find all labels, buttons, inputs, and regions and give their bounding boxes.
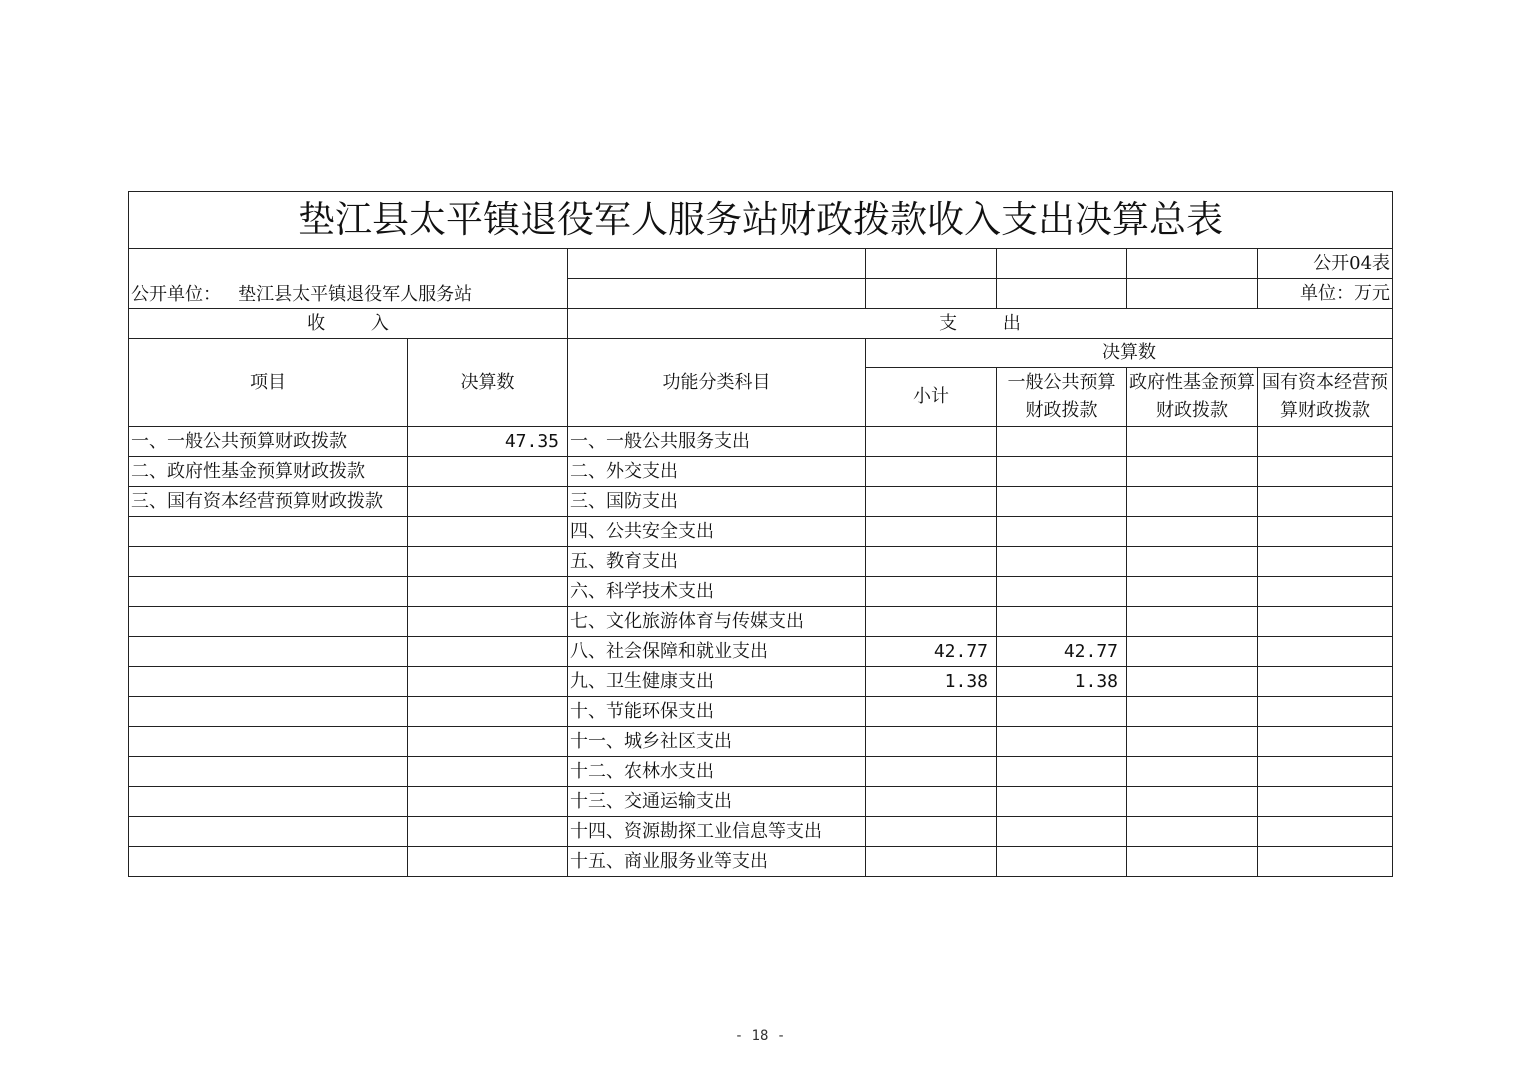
general-budget-cell: 42.77: [997, 637, 1127, 667]
money-unit: 单位：万元: [1258, 279, 1393, 309]
income-amount-cell: [408, 607, 568, 637]
table-title: 垫江县太平镇退役军人服务站财政拨款收入支出决算总表: [129, 192, 1393, 249]
income-item-cell: [129, 517, 408, 547]
general-budget-cell: [997, 607, 1127, 637]
income-amount-cell: [408, 787, 568, 817]
subtotal-cell: [866, 577, 997, 607]
income-amount-cell: [408, 457, 568, 487]
table-row: [129, 487, 1393, 517]
income-item-cell: [129, 847, 408, 877]
table-row: [129, 457, 1393, 487]
income-item-cell: [129, 757, 408, 787]
fund-budget-cell: [1127, 457, 1258, 487]
general-budget-cell: [997, 697, 1127, 727]
table-row: [129, 667, 1393, 697]
blank-cell: [1127, 249, 1258, 279]
fund-budget-cell: [1127, 817, 1258, 847]
fund-budget-cell: [1127, 757, 1258, 787]
general-budget-cell: 1.38: [997, 667, 1127, 697]
fund-budget-cell: [1127, 547, 1258, 577]
column-header-general: 一般公共预算财政拨款: [997, 368, 1127, 427]
state-capital-cell: [1258, 577, 1393, 607]
income-amount-cell: [408, 667, 568, 697]
column-header-item: 项目: [129, 339, 408, 427]
income-item-cell: [129, 787, 408, 817]
expense-item-cell: 十二、农林水支出: [568, 757, 866, 787]
state-capital-cell: [1258, 607, 1393, 637]
subtotal-cell: [866, 787, 997, 817]
expense-item-cell: 九、卫生健康支出: [568, 667, 866, 697]
budget-summary-table: [128, 191, 1393, 877]
table-row: [129, 607, 1393, 637]
subtotal-cell: 1.38: [866, 667, 997, 697]
income-item-cell: [129, 607, 408, 637]
expense-header: 支 出: [568, 309, 1393, 339]
fund-budget-cell: [1127, 667, 1258, 697]
state-capital-cell: [1258, 757, 1393, 787]
income-item-cell: [129, 577, 408, 607]
income-item-cell: 三、国有资本经营预算财政拨款: [129, 487, 408, 517]
page-number: - 18 -: [734, 1028, 786, 1044]
table-row: [129, 637, 1393, 667]
column-header-final: 决算数: [866, 339, 1393, 368]
blank-cell: [866, 249, 997, 279]
table-row: [129, 697, 1393, 727]
blank-cell: [568, 249, 866, 279]
column-header-state: 国有资本经营预算财政拨款: [1258, 368, 1393, 427]
subtotal-cell: [866, 847, 997, 877]
income-header: 收 入: [129, 309, 568, 339]
fund-budget-cell: [1127, 697, 1258, 727]
income-item-cell: [129, 547, 408, 577]
state-capital-cell: [1258, 817, 1393, 847]
income-amount-cell: [408, 517, 568, 547]
table-row: [129, 817, 1393, 847]
subtotal-cell: [866, 457, 997, 487]
expense-item-cell: 五、教育支出: [568, 547, 866, 577]
income-item-cell: [129, 637, 408, 667]
subtotal-cell: [866, 427, 997, 457]
expense-item-cell: 十四、资源勘探工业信息等支出: [568, 817, 866, 847]
income-item-cell: 一、一般公共预算财政拨款: [129, 427, 408, 457]
subtotal-cell: [866, 727, 997, 757]
subtotal-cell: [866, 547, 997, 577]
column-header-amount: 决算数: [408, 339, 568, 427]
expense-item-cell: 六、科学技术支出: [568, 577, 866, 607]
general-budget-cell: [997, 487, 1127, 517]
subtotal-cell: [866, 697, 997, 727]
income-amount-cell: [408, 727, 568, 757]
income-item-cell: 二、政府性基金预算财政拨款: [129, 457, 408, 487]
income-item-cell: [129, 727, 408, 757]
expense-item-cell: 八、社会保障和就业支出: [568, 637, 866, 667]
general-budget-cell: [997, 847, 1127, 877]
table-row: [129, 547, 1393, 577]
income-amount-cell: [408, 697, 568, 727]
fund-budget-cell: [1127, 847, 1258, 877]
state-capital-cell: [1258, 787, 1393, 817]
income-amount-cell: [408, 817, 568, 847]
general-budget-cell: [997, 427, 1127, 457]
fund-budget-cell: [1127, 727, 1258, 757]
table-row: [129, 787, 1393, 817]
expense-item-cell: 一、一般公共服务支出: [568, 427, 866, 457]
subtotal-cell: 42.77: [866, 637, 997, 667]
general-budget-cell: [997, 787, 1127, 817]
income-item-cell: [129, 667, 408, 697]
subtotal-cell: [866, 757, 997, 787]
expense-item-cell: 二、外交支出: [568, 457, 866, 487]
income-item-cell: [129, 817, 408, 847]
expense-item-cell: 十、节能环保支出: [568, 697, 866, 727]
subtotal-cell: [866, 817, 997, 847]
income-amount-cell: [408, 577, 568, 607]
state-capital-cell: [1258, 727, 1393, 757]
expense-item-cell: 十三、交通运输支出: [568, 787, 866, 817]
income-amount-cell: [408, 637, 568, 667]
state-capital-cell: [1258, 547, 1393, 577]
reporting-unit: 公开单位： 垫江县太平镇退役军人服务站: [129, 249, 568, 309]
fund-budget-cell: [1127, 487, 1258, 517]
table-body: [129, 427, 1393, 877]
general-budget-cell: [997, 517, 1127, 547]
fund-budget-cell: [1127, 787, 1258, 817]
state-capital-cell: [1258, 457, 1393, 487]
subtotal-cell: [866, 517, 997, 547]
expense-item-cell: 十一、城乡社区支出: [568, 727, 866, 757]
state-capital-cell: [1258, 427, 1393, 457]
state-capital-cell: [1258, 847, 1393, 877]
form-number: 公开04表: [1258, 249, 1393, 279]
expense-item-cell: 三、国防支出: [568, 487, 866, 517]
general-budget-cell: [997, 457, 1127, 487]
income-amount-cell: [408, 547, 568, 577]
state-capital-cell: [1258, 667, 1393, 697]
table-row: [129, 427, 1393, 457]
fund-budget-cell: [1127, 637, 1258, 667]
subtotal-cell: [866, 607, 997, 637]
fund-budget-cell: [1127, 427, 1258, 457]
subtotal-cell: [866, 487, 997, 517]
expense-item-cell: 四、公共安全支出: [568, 517, 866, 547]
general-budget-cell: [997, 757, 1127, 787]
column-header-fund: 政府性基金预算财政拨款: [1127, 368, 1258, 427]
general-budget-cell: [997, 817, 1127, 847]
table-row: [129, 517, 1393, 547]
column-header-subtotal: 小计: [866, 368, 997, 427]
blank-cell: [568, 279, 866, 309]
table-row: [129, 727, 1393, 757]
fund-budget-cell: [1127, 607, 1258, 637]
expense-item-cell: 七、文化旅游体育与传媒支出: [568, 607, 866, 637]
income-amount-cell: 47.35: [408, 427, 568, 457]
fund-budget-cell: [1127, 517, 1258, 547]
state-capital-cell: [1258, 517, 1393, 547]
state-capital-cell: [1258, 487, 1393, 517]
state-capital-cell: [1258, 637, 1393, 667]
table-row: [129, 577, 1393, 607]
income-amount-cell: [408, 487, 568, 517]
income-amount-cell: [408, 847, 568, 877]
blank-cell: [866, 279, 997, 309]
blank-cell: [997, 249, 1127, 279]
general-budget-cell: [997, 577, 1127, 607]
blank-cell: [997, 279, 1127, 309]
general-budget-cell: [997, 727, 1127, 757]
column-header-function: 功能分类科目: [568, 339, 866, 427]
general-budget-cell: [997, 547, 1127, 577]
income-amount-cell: [408, 757, 568, 787]
fund-budget-cell: [1127, 577, 1258, 607]
income-item-cell: [129, 697, 408, 727]
state-capital-cell: [1258, 697, 1393, 727]
table-row: [129, 847, 1393, 877]
expense-item-cell: 十五、商业服务业等支出: [568, 847, 866, 877]
table-row: [129, 757, 1393, 787]
blank-cell: [1127, 279, 1258, 309]
